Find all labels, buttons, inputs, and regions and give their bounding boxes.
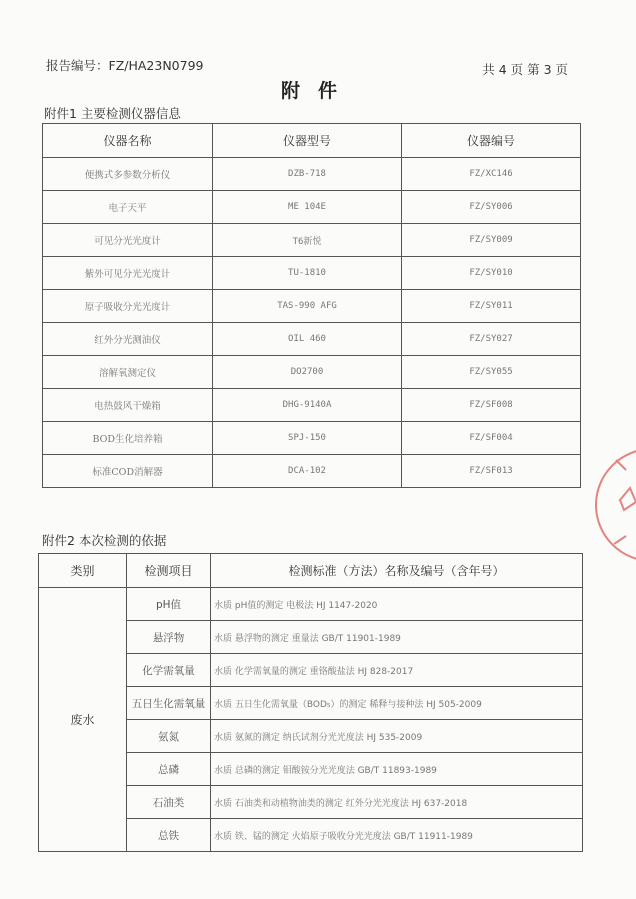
instrument-table-header <box>43 124 581 158</box>
instrument-name: 电子天平 <box>43 191 213 224</box>
test-item: 化学需氧量 <box>127 654 211 687</box>
instrument-name: 溶解氧测定仪 <box>43 356 213 389</box>
table-row <box>43 158 581 191</box>
instrument-model: DHG-9140A <box>213 389 402 422</box>
test-item: 总磷 <box>127 753 211 786</box>
instrument-model: ME 104E <box>213 191 402 224</box>
instrument-id: FZ/SY027 <box>402 323 581 356</box>
table-row <box>43 455 581 488</box>
test-standard: 水质 石油类和动植物油类的测定 红外分光光度法 HJ 637-2018 <box>211 786 583 819</box>
test-item: 氨氮 <box>127 720 211 753</box>
standards-table-header <box>39 554 583 588</box>
test-item: 五日生化需氧量 <box>127 687 211 720</box>
test-standard: 水质 五日生化需氧量（BOD₅）的测定 稀释与接种法 HJ 505-2009 <box>211 687 583 720</box>
col-instrument-model: 仪器型号 <box>213 124 402 158</box>
instrument-model: DZB-718 <box>213 158 402 191</box>
table-row <box>43 323 581 356</box>
instrument-id: FZ/SY055 <box>402 356 581 389</box>
instrument-id: FZ/SF013 <box>402 455 581 488</box>
instrument-id: FZ/XC146 <box>402 158 581 191</box>
instrument-model: SPJ-150 <box>213 422 402 455</box>
instrument-table <box>42 123 581 488</box>
instrument-model: OIL 460 <box>213 323 402 356</box>
page-info: 共 4 页 第 3 页 <box>482 62 568 77</box>
test-standard: 水质 铁、锰的测定 火焰原子吸收分光光度法 GB/T 11911-1989 <box>211 819 583 852</box>
col-test-item: 检测项目 <box>127 554 211 588</box>
section2-title: 附件2 本次检测的依据 <box>42 533 167 548</box>
table-row <box>43 257 581 290</box>
instrument-id: FZ/SY011 <box>402 290 581 323</box>
report-number: 报告编号：FZ/HA23N0799 <box>46 58 204 73</box>
instrument-model: T6新悦 <box>213 224 402 257</box>
company-seal-stamp <box>590 440 636 570</box>
instrument-name: 便携式多参数分析仪 <box>43 158 213 191</box>
instrument-model: TU-1810 <box>213 257 402 290</box>
test-standard: 水质 总磷的测定 钼酸铵分光光度法 GB/T 11893-1989 <box>211 753 583 786</box>
table-row <box>43 191 581 224</box>
instrument-id: FZ/SY006 <box>402 191 581 224</box>
table-row <box>39 588 583 621</box>
test-standard: 水质 氨氮的测定 纳氏试剂分光光度法 HJ 535-2009 <box>211 720 583 753</box>
instrument-model: TAS-990 AFG <box>213 290 402 323</box>
instrument-id: FZ/SY010 <box>402 257 581 290</box>
col-instrument-name: 仪器名称 <box>43 124 213 158</box>
instrument-name: 原子吸收分光光度计 <box>43 290 213 323</box>
section1-title: 附件1 主要检测仪器信息 <box>44 106 181 121</box>
col-category: 类别 <box>39 554 127 588</box>
test-standard: 水质 悬浮物的测定 重量法 GB/T 11901-1989 <box>211 621 583 654</box>
instrument-id: FZ/SF004 <box>402 422 581 455</box>
seal-mark <box>596 449 636 561</box>
table-row <box>43 422 581 455</box>
instrument-name: 可见分光光度计 <box>43 224 213 257</box>
instrument-model: DCA-102 <box>213 455 402 488</box>
instrument-name: BOD生化培养箱 <box>43 422 213 455</box>
instrument-id: FZ/SF008 <box>402 389 581 422</box>
test-item: pH值 <box>127 588 211 621</box>
test-item: 总铁 <box>127 819 211 852</box>
instrument-id: FZ/SY009 <box>402 224 581 257</box>
table-row <box>43 389 581 422</box>
table-row <box>43 356 581 389</box>
col-standard: 检测标准（方法）名称及编号（含年号） <box>211 554 583 588</box>
table-row <box>43 290 581 323</box>
standards-table <box>38 553 583 852</box>
test-item: 石油类 <box>127 786 211 819</box>
instrument-name: 紫外可见分光光度计 <box>43 257 213 290</box>
col-instrument-id: 仪器编号 <box>402 124 581 158</box>
instrument-name: 电热鼓风干燥箱 <box>43 389 213 422</box>
test-item: 悬浮物 <box>127 621 211 654</box>
table-row <box>43 224 581 257</box>
instrument-name: 标准COD消解器 <box>43 455 213 488</box>
test-standard: 水质 化学需氧量的测定 重铬酸盐法 HJ 828-2017 <box>211 654 583 687</box>
instrument-name: 红外分光测油仪 <box>43 323 213 356</box>
page-title: 附件 <box>280 80 355 102</box>
instrument-model: DO2700 <box>213 356 402 389</box>
test-standard: 水质 pH值的测定 电极法 HJ 1147-2020 <box>211 588 583 621</box>
category-cell: 废水 <box>39 588 127 852</box>
